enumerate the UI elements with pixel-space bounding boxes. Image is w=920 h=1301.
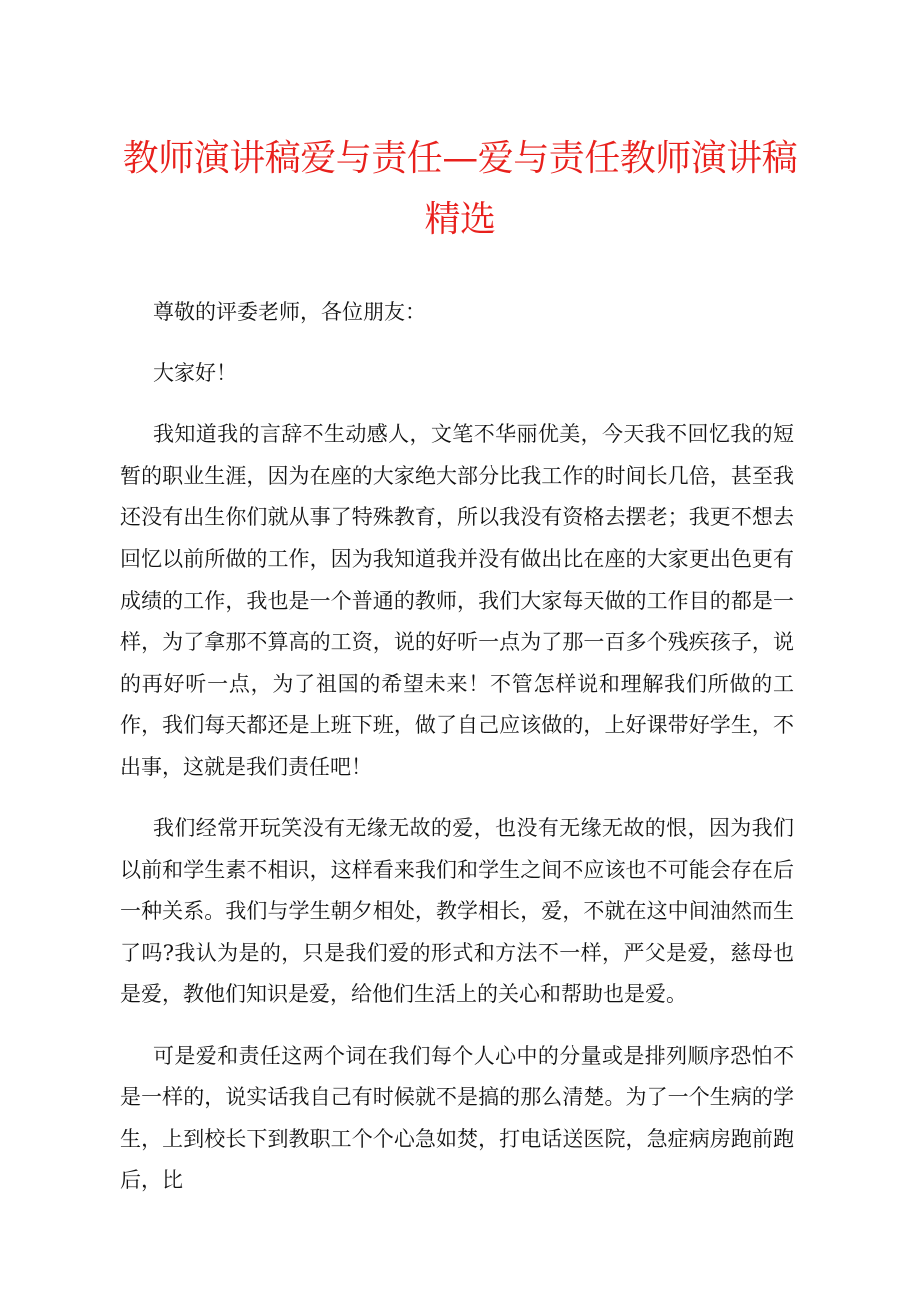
body-paragraph-1: 我知道我的言辞不生动感人，文笔不华丽优美，今天我不回忆我的短暂的职业生涯，因为在座的大家绝大部分比我工作的时间长几倍，甚至我还没有出生你们就从事了特殊教育，所以我没有资格去摆老；我更不想去回忆以前所做的工作，因为我知道我并没有做出比在座的大家更出色更有成绩的工作，我也是一个普通的教师，我们大家每天做的工作目的都是一样，为了拿那不算高的工资，说的好听一点为了那一百多个残疾孩子，说的再好听一点，为了祖国的希望未来！不管怎样说和理解我们所做的工作，我们每天都还是上班下班，做了自己应该做的，上好课带好学生，不出事，这就是我们责任吧！ — [120, 422, 794, 779]
salutation-paragraph: 尊敬的评委老师，各位朋友： — [153, 300, 426, 324]
body-paragraph-2: 我们经常开玩笑没有无缘无故的爱，也没有无缘无故的恨，因为我们以前和学生素不相识，这样看来我们和学生之间不应该也不可能会存在后一种关系。我们与学生朝夕相处，教学相长，爱，不就在这中间油然而生了吗?我认为是的，只是我们爱的形式和方法不一样，严父是爱，慈母也是爱，教他们知识是爱，给他们生活上的关心和帮助也是爱。 — [120, 816, 794, 1007]
document-title: 教师演讲稿爱与责任—爱与责任教师演讲稿精选 — [122, 138, 798, 240]
document-body — [120, 292, 794, 1221]
greeting-paragraph: 大家好！ — [153, 361, 237, 386]
body-paragraph-3: 可是爱和责任这两个词在我们每个人心中的分量或是排列顺序恐怕不是一样的，说实话我自己有时候就不是搞的那么清楚。为了一个生病的学生，上到校长下到教职工个个心急如焚，打电话送医院，急症病房跑前跑后，比 — [120, 1043, 794, 1193]
